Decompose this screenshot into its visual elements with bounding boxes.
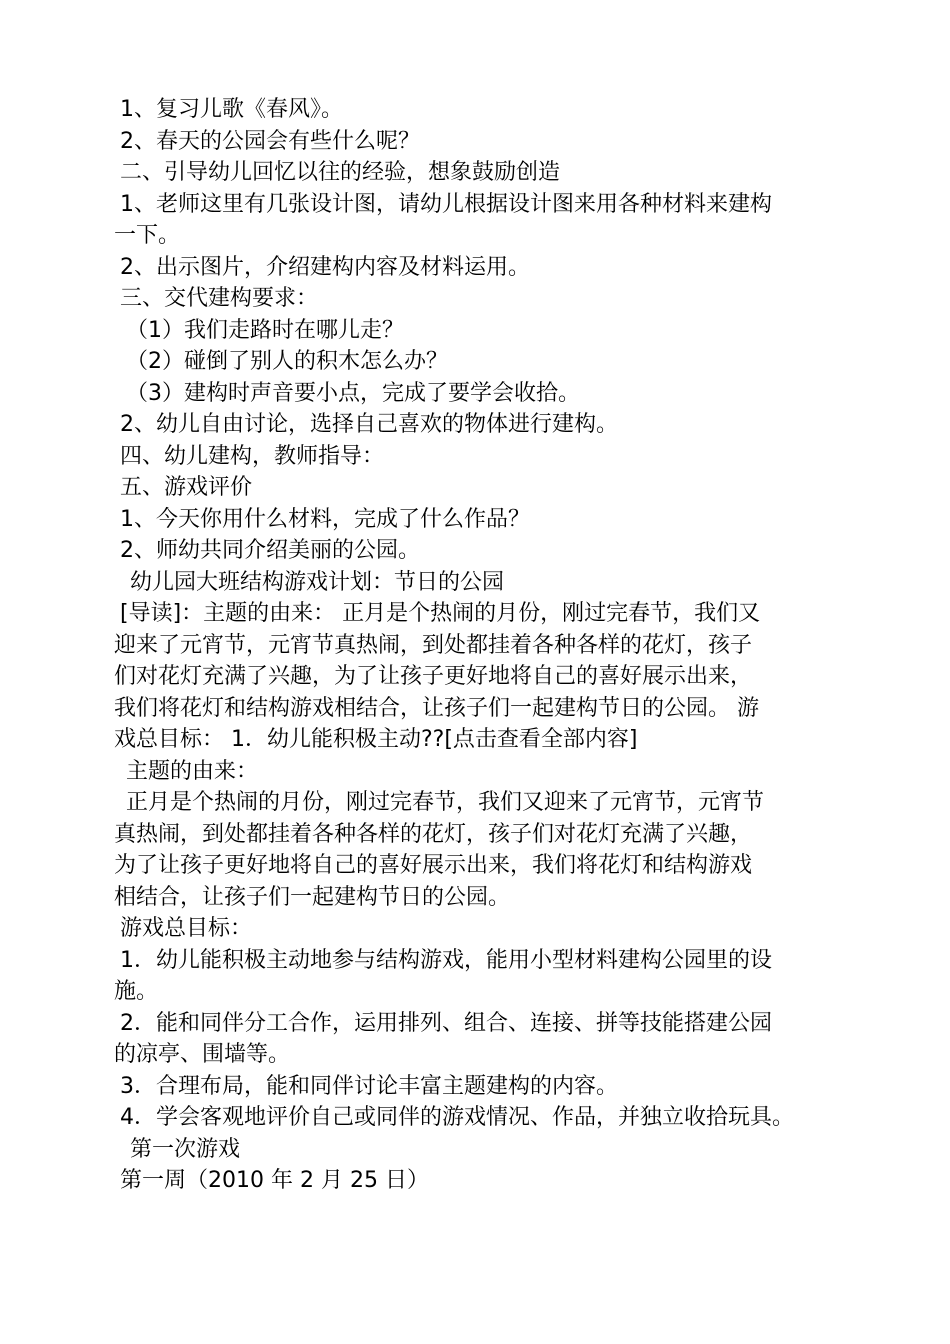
text-line: [导读]：主题的由来： 正月是个热闹的月份，刚过完春节，我们又 [120, 601, 761, 626]
text-line: （1）我们走路时在哪儿走？ [126, 317, 404, 343]
text-line: 1、老师这里有几张设计图，请幼儿根据设计图来用各种材料来建构 [120, 191, 772, 217]
text-line: 第一次游戏 [130, 1136, 241, 1162]
text-line: 五、游戏评价 [120, 475, 253, 500]
text-line: 三、交代建构要求： [120, 286, 319, 311]
text-line: 2．能和同伴分工合作，运用排列、组合、连接、拼等技能搭建公园 [120, 1010, 772, 1036]
text-line: （2）碰倒了别人的积木怎么办？ [126, 349, 448, 374]
text-line: 戏总目标： 1．幼儿能积极主动??[点击查看全部内容] [114, 727, 638, 752]
text-line: 们对花灯充满了兴趣，为了让孩子更好地将自己的喜好展示出来， [114, 664, 753, 689]
text-line: 游戏总目标： [120, 916, 253, 941]
text-line: 的凉亭、围墙等。 [114, 1042, 291, 1067]
text-line: 相结合，让孩子们一起建构节日的公园。 [114, 884, 511, 910]
text-line: 4．学会客观地评价自己或同伴的游戏情况、作品，并独立收拾玩具。 [120, 1105, 794, 1130]
text-line: 正月是个热闹的月份，刚过完春节，我们又迎来了元宵节，元宵节 [126, 790, 765, 815]
text-line: 3．合理布局，能和同伴讨论丰富主题建构的内容。 [120, 1073, 618, 1099]
text-line: 2、春天的公园会有些什么呢？ [120, 128, 420, 154]
text-line: 1、复习儿歌《春风》。 [120, 97, 343, 122]
text-line: 1、今天你用什么材料，完成了什么作品？ [120, 506, 530, 532]
text-line: （3）建构时声音要小点，完成了要学会收拾。 [126, 380, 580, 406]
text-line: 真热闹，到处都挂着各种各样的花灯，孩子们对花灯充满了兴趣， [114, 821, 753, 847]
text-line: 幼儿园大班结构游戏计划：节日的公园 [130, 569, 505, 595]
text-line: 主题的由来： [126, 758, 259, 784]
text-line: 二、引导幼儿回忆以往的经验，想象鼓励创造 [120, 160, 561, 185]
document-body [114, 94, 844, 1197]
text-line: 四、幼儿建构，教师指导： [120, 443, 385, 469]
text-line: 施。 [114, 979, 159, 1004]
text-line: 2、幼儿自由讨论，选择自己喜欢的物体进行建构。 [120, 412, 618, 437]
text-line: 迎来了元宵节，元宵节真热闹，到处都挂着各种各样的花灯，孩子 [114, 632, 753, 658]
text-line: 2、师幼共同介绍美丽的公园。 [120, 538, 420, 563]
text-line: 我们将花灯和结构游戏相结合，让孩子们一起建构节日的公园。 游 [114, 695, 759, 721]
text-line: 为了让孩子更好地将自己的喜好展示出来，我们将花灯和结构游戏 [114, 853, 753, 878]
text-line: 一下。 [114, 223, 181, 248]
text-line: 第一周（2010 年 2 月 25 日） [120, 1168, 429, 1193]
text-line: 2、出示图片，介绍建构内容及材料运用。 [120, 254, 530, 280]
text-line: 1．幼儿能积极主动地参与结构游戏，能用小型材料建构公园里的设 [120, 947, 772, 973]
